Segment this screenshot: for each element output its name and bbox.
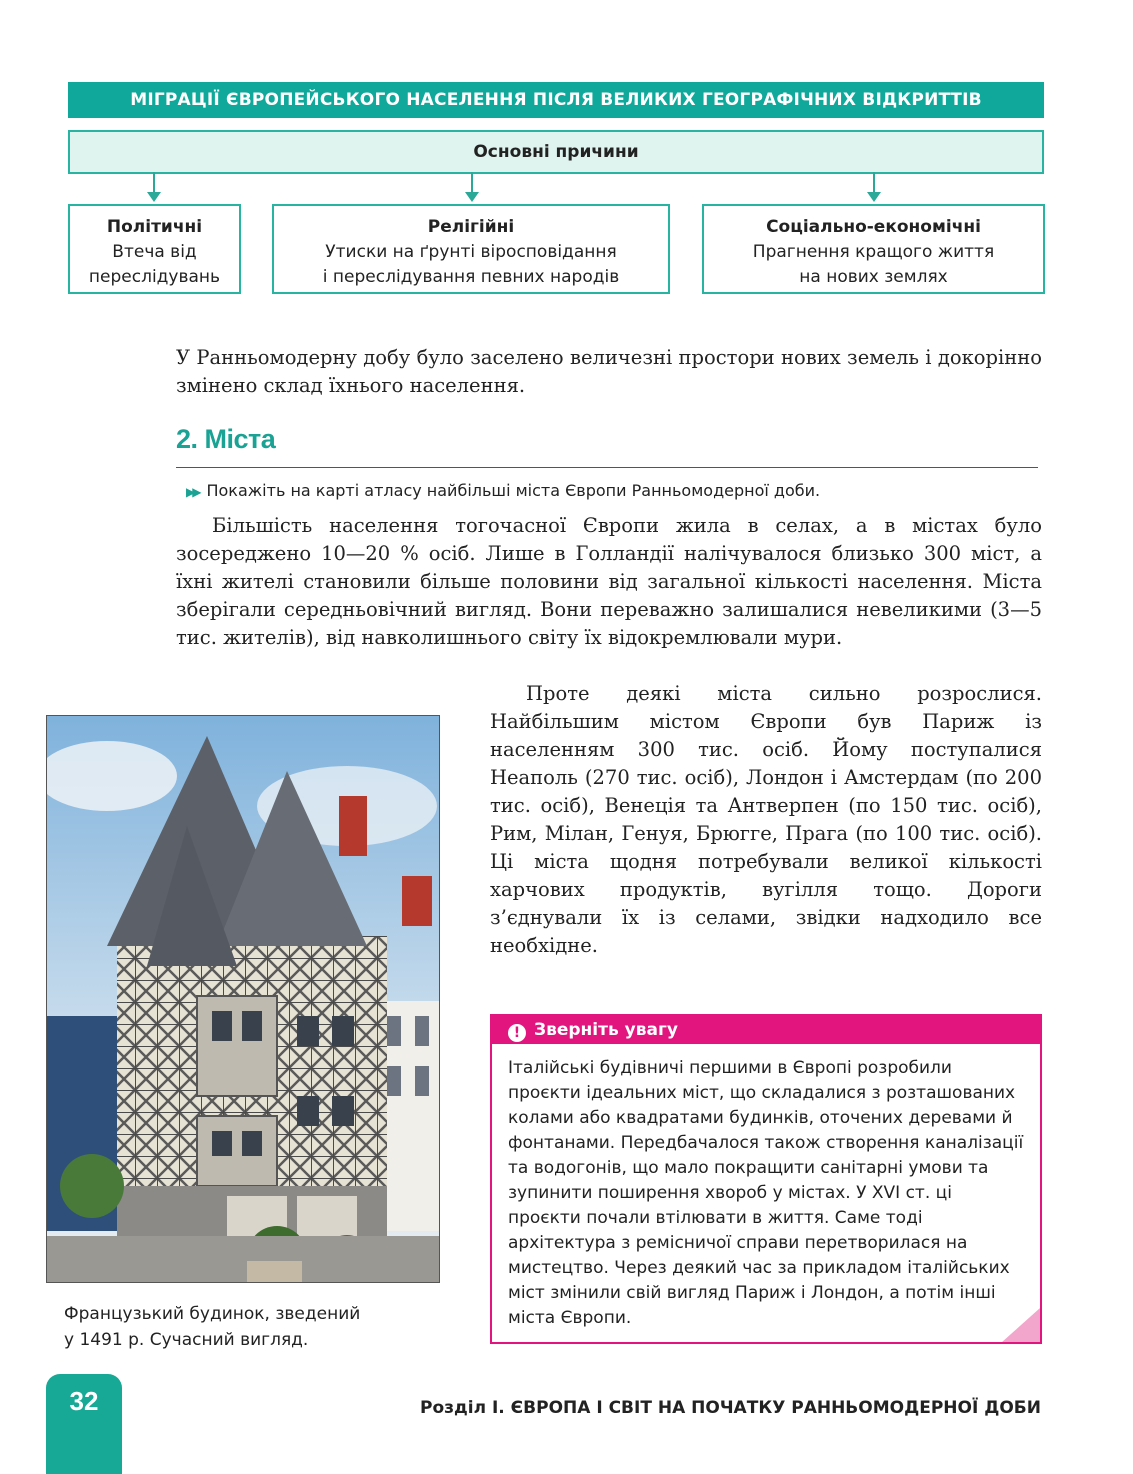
cause-line: і переслідування певних народів: [322, 267, 620, 287]
exclamation-icon: !: [508, 1024, 526, 1042]
double-arrow-icon: ▶▶: [186, 485, 199, 499]
task-text: Покажіть на карті атласу найбільші міста Європи Ранньомодерної доби.: [206, 481, 821, 500]
building-illustration: [47, 716, 439, 1282]
causes-box: Основні причини: [68, 130, 1044, 174]
cause-political: [68, 204, 241, 294]
arrow-political: [153, 172, 155, 194]
cause-line: на нових землях: [799, 267, 948, 287]
caption-line: у 1491 р. Сучасний вигляд.: [64, 1330, 309, 1350]
chapter-footer: Розділ І. ЄВРОПА І СВІТ НА ПОЧАТКУ РАННЬОМОДЕРНОЇ ДОБИ: [420, 1398, 1041, 1418]
attention-header: [492, 1016, 1040, 1044]
cause-heading: Політичні: [106, 217, 203, 237]
attention-box: [490, 1014, 1042, 1344]
cause-socioeconomic: [702, 204, 1045, 294]
page-number: 32: [46, 1374, 122, 1474]
attention-title: Зверніть увагу: [534, 1020, 678, 1040]
section-divider: [176, 467, 1038, 468]
cause-line: переслідувань: [88, 267, 221, 287]
photo-caption: [64, 1301, 360, 1353]
task-prompt: [186, 481, 820, 500]
cause-religious: [272, 204, 670, 294]
paragraph-cities-1: Більшість населення тогочасної Європи жила в селах, а в містах було зосереджено 10—20 % осіб. Лише в Голландії налічувалося близько 300 міст, а їхні жителі становили більше половини від загальної кількості населення. Міста зберігали середньовічний вигляд. Вони переважно залишалися невеликими (3—5 тис. жителів), від навколишнього світу їх відокремлювали мури.: [176, 514, 1042, 649]
cause-heading: Релігійні: [427, 217, 515, 237]
corner-decoration: [1002, 1308, 1040, 1342]
building-photo: [46, 715, 440, 1283]
caption-line: Французький будинок, зведений: [64, 1304, 361, 1324]
paragraph-cities-2: Проте деякі міста сильно розрослися. Найбільшим містом Європи був Париж із населенням 300 тис. осіб. Йому поступалися Неаполь (270 тис. осіб), Лондон і Амстердам (по 200 тис. осіб), Венеція та Антверпен (по 150 тис. осіб), Рим, Мілан, Генуя, Брюгге, Прага (по 100 тис. осіб). Ці міста щодня потребували великої кількості харчових продуктів, вугілля тощо. Дороги з’єднували їх із селами, звідки надходило все необхідне.: [490, 682, 1042, 957]
cause-line: Втеча від: [112, 242, 197, 262]
scheme-title: МІГРАЦІЇ ЄВРОПЕЙСЬКОГО НАСЕЛЕННЯ ПІСЛЯ ВЕЛИКИХ ГЕОГРАФІЧНИХ ВІДКРИТТІВ: [68, 82, 1044, 118]
arrow-socioeconomic: [873, 172, 875, 194]
attention-text: Італійські будівничі першими в Європі розробили проєкти ідеальних міст, що складалися з розташованих колами або квадратами будинків, оточених деревами й фонтанами. Передбачалося також створення каналізації та водогонів, що мало покращити санітарні умови та зупинити поширення хвороб у містах. У XVI ст. ці проєкти почали втілювати в життя. Саме тоді архітектура з ремісничої справи перетворилася на мистецтво. Через деякий час за прикладом італійських міст змінили свій вигляд Париж і Лондон, а потім інші міста Європи.: [508, 1058, 1024, 1328]
intro-paragraph: У Ранньомодерну добу було заселено величезні простори нових земель і докорінно змінено склад їхнього населення.: [176, 346, 1042, 397]
section-title: 2. Міста: [176, 424, 276, 454]
arrow-religious: [471, 172, 473, 194]
cause-line: Утиски на ґрунті віросповідання: [325, 242, 617, 262]
cause-heading: Соціально-економічні: [766, 217, 981, 237]
cause-line: Прагнення кращого життя: [752, 242, 995, 262]
